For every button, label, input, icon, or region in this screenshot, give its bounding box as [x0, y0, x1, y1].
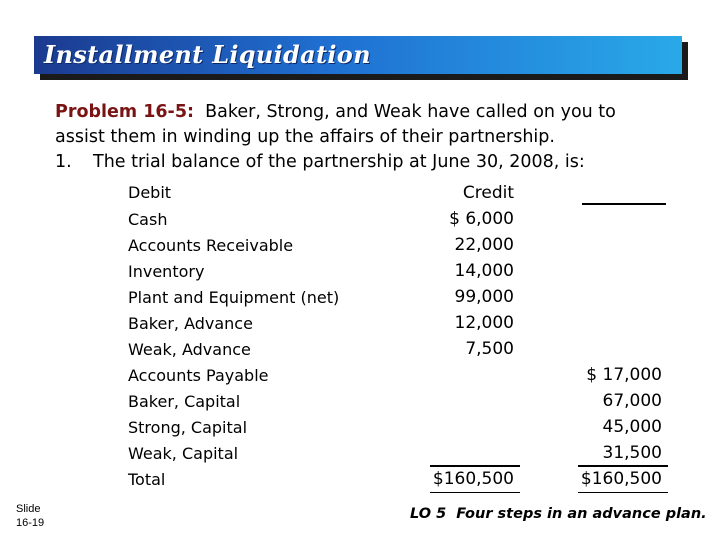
item-number: 1.: [55, 152, 72, 172]
row-credit: 45,000: [602, 417, 662, 437]
row-label: Cash: [128, 210, 168, 229]
row-credit: 67,000: [602, 391, 662, 411]
col-header-credit: Credit: [462, 183, 514, 203]
slide-number-value: 16-19: [16, 517, 45, 529]
row-label: Inventory: [128, 262, 205, 281]
header-underline: [582, 203, 666, 205]
row-debit: 99,000: [454, 287, 514, 307]
row-debit: 14,000: [454, 261, 514, 281]
debit-total-rule: [430, 465, 520, 467]
row-credit: 31,500: [602, 443, 662, 463]
slide-title: Installment Liquidation: [44, 40, 371, 69]
row-label: Strong, Capital: [128, 418, 248, 437]
credit-total-rule: [578, 465, 668, 467]
total-label: Total: [128, 470, 166, 489]
row-label: Accounts Payable: [128, 366, 269, 385]
problem-intro: [55, 100, 695, 175]
learning-objective: LO 5 Four steps in an advance plan.: [410, 506, 707, 522]
problem-label: Problem 16-5:: [55, 102, 194, 122]
row-credit: $ 17,000: [586, 365, 662, 385]
intro-item-1: [55, 150, 695, 175]
credit-total-double-rule: [578, 492, 668, 493]
row-debit: $ 6,000: [449, 209, 514, 229]
item-text: The trial balance of the partnership at June 30, 2008, is:: [93, 152, 585, 172]
slide-label: Slide: [16, 503, 41, 515]
slide-number: [16, 502, 44, 530]
row-debit: 22,000: [454, 235, 514, 255]
credit-total: $160,500: [580, 469, 662, 489]
debit-total-double-rule: [430, 492, 520, 493]
intro-line-1-text: Baker, Strong, and Weak have called on you to: [194, 102, 616, 122]
row-label: Weak, Advance: [128, 340, 251, 359]
row-label: Baker, Capital: [128, 392, 241, 411]
row-debit: 12,000: [454, 313, 514, 333]
row-label: Plant and Equipment (net): [128, 288, 340, 307]
debit-total: $160,500: [432, 469, 514, 489]
row-debit: 7,500: [465, 339, 514, 359]
row-label: Baker, Advance: [128, 314, 253, 333]
row-label: Weak, Capital: [128, 444, 239, 463]
col-header-debit: Debit: [128, 183, 172, 202]
intro-line-2: assist them in winding up the affairs of their partnership.: [55, 127, 555, 147]
intro-line-1: [55, 100, 695, 125]
row-label: Accounts Receivable: [128, 236, 294, 255]
